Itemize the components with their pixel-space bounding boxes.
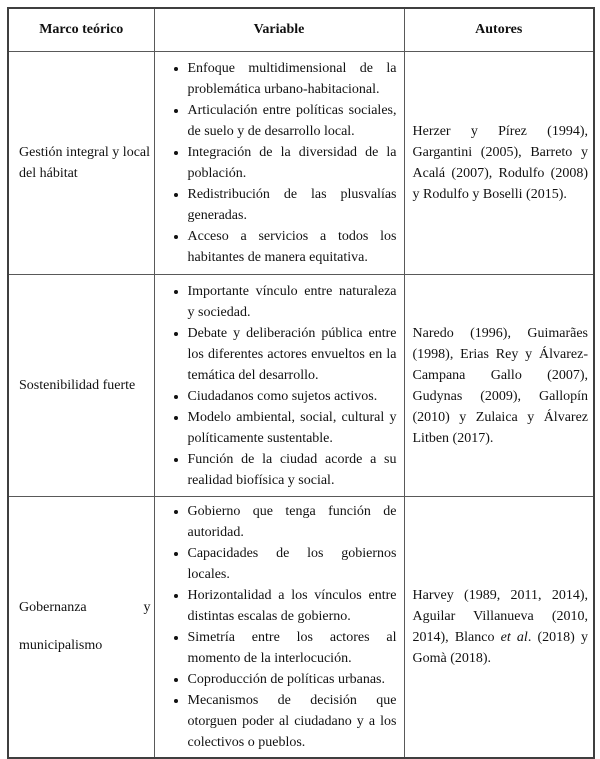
variable-item: • Modelo ambiental, social, cultural y políticamente sustentable. [188,407,397,449]
table-row-gobernanza [8,497,594,759]
theory-variable-authors-table [7,7,595,759]
variable-item: • Integración de la diversidad de la población. [188,142,397,184]
table-row-gestion-integral [8,52,594,275]
table-row-sostenibilidad [8,275,594,497]
variable-item: • Enfoque multidimensional de la problemática urbano-habitacional. [188,58,397,100]
table-header-row [8,8,594,52]
variable-item: • Gobierno que tenga función de autoridad. [188,501,397,543]
variable-item: • Simetría entre los actores al momento de la interlocución. [188,627,397,669]
variable-item: • Función de la ciudad acorde a su realidad biofísica y social. [188,449,397,491]
variable-list [155,58,404,268]
variable-item: • Importante vínculo entre naturaleza y sociedad. [188,281,397,323]
autores-text-block [413,323,589,449]
variable-item: • Horizontalidad a los vínculos entre distintas escalas de gobierno. [188,585,397,627]
column-header-marco-teorico: Marco teórico [8,8,154,52]
variable-list [155,501,404,753]
autores-italic-text: et al [500,630,528,645]
autores-text: Naredo (1996), Guimarães (1998), Erias Rey y Álvarez-Campana Gallo (2007), Gudynas (2009), Gallopín (2010) y Zulaica y Álvarez Litben (2017). [412,325,588,446]
variable-item: • Debate y deliberación pública entre los diferentes actores envueltos en la temática del desarrollo. [188,323,397,386]
variable-item: • Articulación entre políticas sociales, de suelo y de desarrollo local. [188,100,397,142]
autores-text: Harvey (1989, 2011, 2014), Aguilar Villanueva (2010, 2014), Blanco [412,588,588,645]
autores-cell [404,275,594,497]
marco-teorico-cell: Gobernanza y municipalismo [8,497,154,759]
variable-item: • Ciudadanos como sujetos activos. [188,386,397,407]
autores-cell [404,52,594,275]
autores-text-block [413,585,589,669]
variables-cell [154,275,404,497]
marco-teorico-cell: Sostenibilidad fuerte [8,275,154,497]
column-header-variable: Variable [154,8,404,52]
variable-item: • Redistribución de las plusvalías generadas. [188,184,397,226]
variables-cell [154,52,404,275]
variables-cell [154,497,404,759]
variable-item: • Capacidades de los gobiernos locales. [188,543,397,585]
variable-item: • Mecanismos de decisión que otorguen poder al ciudadano y a los colectivos o pueblos. [188,690,397,753]
autores-text-block [413,121,589,205]
autores-text: . (2018) y Gomà (2018). [412,630,588,666]
autores-text: Herzer y Pírez (1994), Gargantini (2005), Barreto y Acalá (2007), Rodulfo (2008) y Rodulfo y Boselli (2015). [412,124,588,202]
variable-list [155,281,404,491]
column-header-autores: Autores [404,8,594,52]
autores-cell [404,497,594,759]
variable-item: • Acceso a servicios a todos los habitantes de manera equitativa. [188,226,397,268]
variable-item: • Coproducción de políticas urbanas. [188,669,397,690]
marco-teorico-cell: Gestión integral y local del hábitat [8,52,154,275]
